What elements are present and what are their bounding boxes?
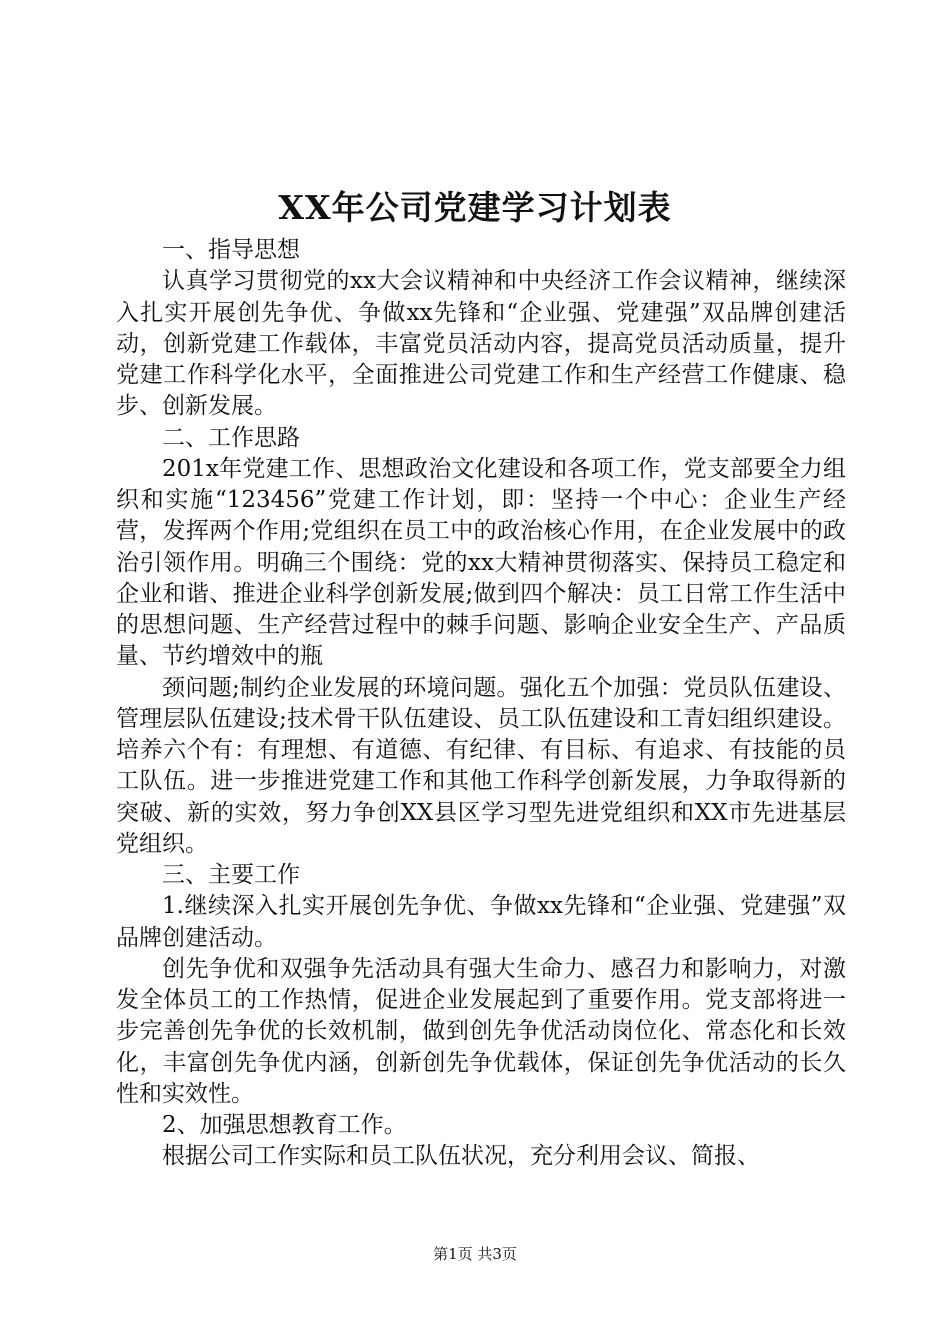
- list-item-heading: 2、加强思想教育工作。: [162, 1112, 407, 1138]
- section-heading-work-approach: 二、工作思路: [162, 424, 300, 451]
- paragraph: 创先争优和双强争先活动具有强大生命力、感召力和影响力，对激发全体员工的工作热情，促进企业发展起到了重要作用。党支部将进一步完善创先争优的长效机制，做到创先争优活动岗位化、常态化和长效化，丰富创先争优内涵，创新创先争优载体，保证创先争优活动的长久性和实效性。: [116, 955, 846, 1107]
- document-body: [116, 235, 846, 1173]
- paragraph: 认真学习贯彻党的xx大会议精神和中央经济工作会议精神，继续深入扎实开展创先争优、争做xx先锋和“企业强、党建强”双品牌创建活动，创新党建工作载体，丰富党员活动内容，提高党员活动质量，提升党建工作科学化水平，全面推进公司党建工作和生产经营工作健康、稳步、创新发展。: [116, 268, 846, 420]
- section-heading-guiding-ideology: 一、指导思想: [162, 237, 300, 263]
- paragraph: 201x年党建工作、思想政治文化建设和各项工作，党支部要全力组织和实施“123456”党建工作计划，即：坚持一个中心：企业生产经营，发挥两个作用;党组织在员工中的政治核心作用，在企业发展中的政治引领作用。明确三个围绕：党的xx大精神贯彻落实、保持员工稳定和企业和谐、推进企业科学创新发展;做到四个解决：员工日常工作生活中的思想问题、生产经营过程中的棘手问题、影响企业安全生产、产品质量、节约增效中的瓶: [116, 455, 846, 670]
- page-footer: 第1页 共3页: [433, 1245, 517, 1263]
- list-item-heading: 1.继续深入扎实开展创先争优、争做xx先锋和“企业强、党建强”双品牌创建活动。: [116, 893, 846, 951]
- document-title: XX年公司党建学习计划表: [278, 188, 672, 227]
- section-heading-main-work: 三、主要工作: [162, 862, 300, 888]
- paragraph: 颈问题;制约企业发展的环境问题。强化五个加强：党员队伍建设、管理层队伍建设;技术骨干队伍建设、员工队伍建设和工青妇组织建设。培养六个有：有理想、有道德、有纪律、有目标、有追求、有技能的员工队伍。进一步推进党建工作和其他工作科学创新发展，力争取得新的突破、新的实效，努力争创XX县区学习型先进党组织和XX市先进基层党组织。: [116, 674, 846, 857]
- paragraph: 根据公司工作实际和员工队伍状况，充分利用会议、简报、: [162, 1143, 760, 1170]
